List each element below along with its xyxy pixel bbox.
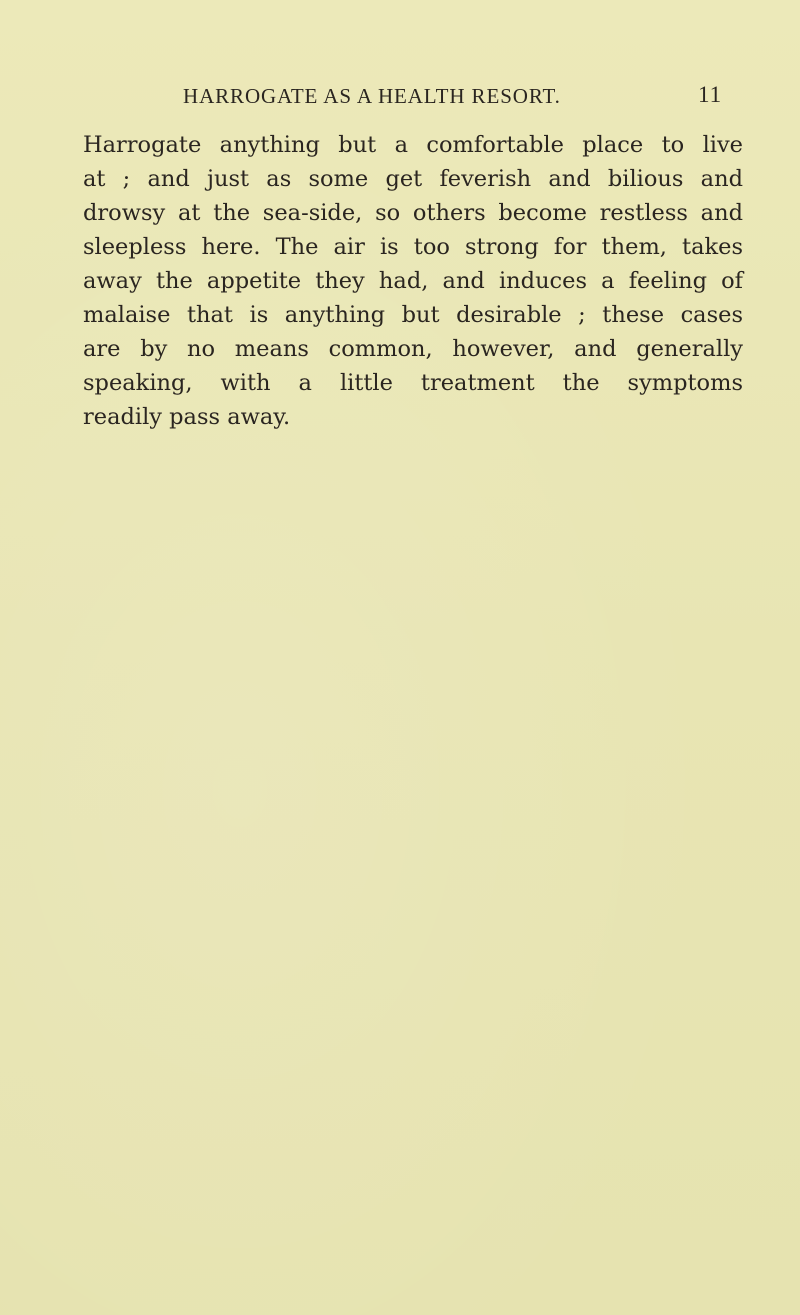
running-title: HARROGATE AS A HEALTH RESORT. xyxy=(183,84,561,108)
text-line: away the appetite they had, and induces a feeling of xyxy=(83,268,743,294)
text-line: malaise that is anything but desirable ; these cases xyxy=(83,302,743,328)
page-number: 11 xyxy=(698,82,723,107)
text-line: speaking, with a little treatment the symptoms xyxy=(83,370,743,396)
text-line: are by no means common, however, and generally xyxy=(83,336,743,362)
text-line: readily pass away. xyxy=(83,404,291,430)
text-line: drowsy at the sea-side, so others become restless and xyxy=(83,200,743,226)
running-header xyxy=(0,74,800,114)
text-line: sleepless here. The air is too strong for them, takes xyxy=(83,234,743,260)
text-line: at ; and just as some get feverish and bilious and xyxy=(83,166,743,192)
text-line: Harrogate anything but a comfortable place to live xyxy=(83,132,743,158)
body-paragraph xyxy=(83,128,743,434)
